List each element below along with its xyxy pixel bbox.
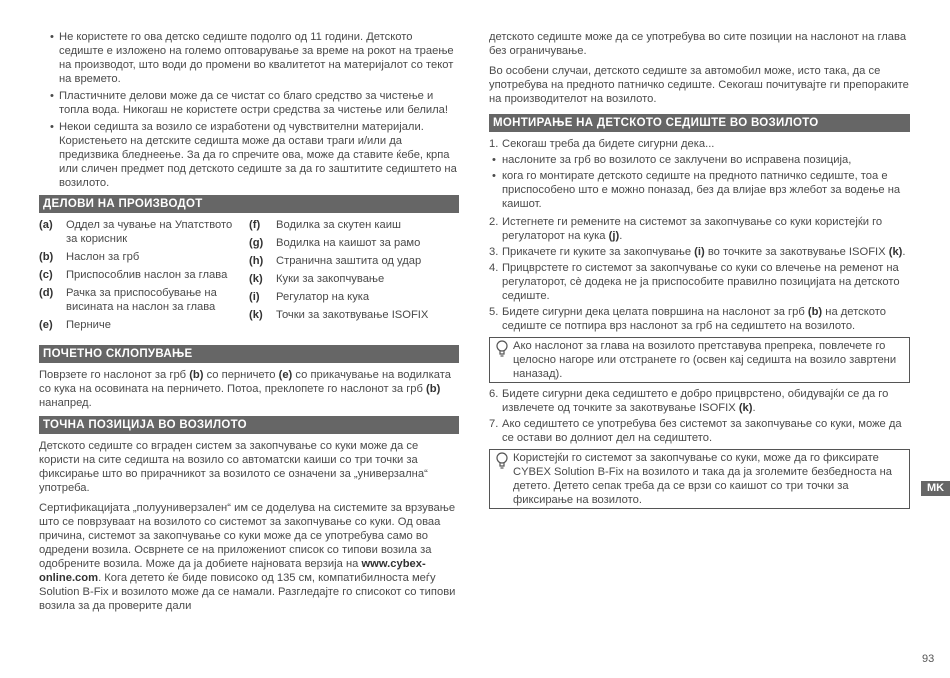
assembly-heading: ПОЧЕТНО СКЛОПУВАЊЕ [39, 345, 459, 363]
part-text: Наслон за грб [66, 251, 140, 263]
part-item [249, 272, 456, 286]
step-text: Ако седиштето се употребува без системот за закопчување со куки, може да се остави во долниот дел на седиштето. [502, 418, 902, 444]
assembly-text [39, 368, 459, 410]
part-item [249, 254, 456, 268]
part-text: Точки за закотвување ISOFIX [276, 309, 429, 321]
part-key: (c) [39, 269, 53, 281]
step-text: Бидете сигурни дека седиштето е добро прицврстено, обидувајќи се да го извлечете од точките за закотвување ISOFIX [502, 388, 889, 414]
text-run: со перничето [203, 369, 279, 381]
step-2 [489, 215, 910, 243]
step-text: Прицврстете го системот за закопчување со куки со влечење на ременот на регулаторот, сè додека не ја приспособите правилно позицијата на детското седиште. [502, 262, 900, 302]
step-5 [489, 305, 910, 333]
text-run: Сертификацијата „полууниверзален“ им се доделува на системите за врзување што се поврзуваат на возилото со системот за закопчување со куки. Од оваа причина, системот за закопчување со куки може да се употребува само во одредени возила. Осврнете се на приложениот список со типови возила за одобрените возила. Може да ја добиете најновата верзија на [39, 502, 456, 570]
step-number: 4. [489, 262, 499, 274]
note-text: Ако наслонот за глава на возилото претставува препрека, повлечете го целосно нагоре или отстранете го (освен кај седишта на возило завртени наназад). [513, 340, 897, 380]
step-number: 5. [489, 306, 499, 318]
part-item [249, 290, 456, 304]
part-item [39, 318, 246, 332]
period: . [619, 230, 623, 242]
part-text: Рачка за приспособување на висината на наслон за глава [66, 287, 217, 313]
part-item [249, 218, 456, 232]
ref-label: (e) [278, 369, 293, 381]
step-text: Секогаш треба да бидете сигурни дека... [502, 138, 715, 150]
part-key: (k) [249, 309, 263, 321]
sub-bullet: • наслоните за грб во возилото се заклучени во исправена позиција, [489, 153, 910, 167]
part-key: (h) [249, 255, 264, 267]
part-text: Приспособлив наслон за глава [66, 269, 228, 281]
step-3 [489, 245, 910, 259]
step-4 [489, 261, 910, 303]
position-heading: ТОЧНА ПОЗИЦИЈА ВО ВОЗИЛОТО [39, 416, 459, 434]
sub-bullet: • кога го монтирате детското седиште на предното патничко седиште, тоа е приспособено што е можно поназад, без да влијае врз жлебот за водење на каишот. [489, 169, 910, 211]
part-key: (i) [249, 291, 260, 303]
part-key: (k) [249, 273, 263, 285]
part-text: Странична заштита од удар [276, 255, 422, 267]
part-key: (a) [39, 219, 53, 231]
step-7 [489, 417, 910, 445]
part-text: Оддел за чување на Упатството за корисник [66, 219, 233, 245]
ref-label: (b) [189, 369, 204, 381]
part-text: Водилка на каишот за рамо [276, 237, 421, 249]
part-text: Водилка за скутен каиш [276, 219, 401, 231]
step-1 [489, 137, 910, 151]
left-column [39, 30, 459, 619]
ref-label: (b) [426, 383, 441, 395]
ref-label: (i) [694, 246, 705, 258]
period: . [902, 246, 906, 258]
materials-bullet: • Некои седишта за возило се изработени од чувствителни материјали. Користењето на детските седишта може да остави траги и/или да предизвика бледнеење. За да го спречите ова, може да ставите ќебе, крпа или сличен предмет под детското седиште за да го заштитите седиштето на возилото. [39, 120, 459, 190]
part-text: Перниче [66, 319, 111, 331]
part-item [39, 268, 246, 282]
step-text: Истегнете ги ремените на системот за закопчување со куки користејќи го регулаторот на кука [502, 216, 883, 242]
parts-heading: ДЕЛОВИ НА ПРОИЗВОДОТ [39, 195, 459, 213]
step-text: во точките за закотвување ISOFIX [704, 246, 889, 258]
position-text-1: Детското седиште со вграден систем за закопчување со куки може да се користи на сите седишта на возило со автоматски каиши со три точки за фиксирање што во прирачникот за возилото се означени за „универзална“ употреба. [39, 440, 428, 494]
step-text: Прикачете ги куките за закопчување [502, 246, 695, 258]
step-text: Бидете сигурни дека целата површина на наслонот за грб [502, 306, 808, 318]
ref-label: (k) [738, 402, 753, 414]
ref-label: (b) [807, 306, 823, 318]
part-item [39, 250, 246, 264]
part-key: (f) [249, 219, 261, 231]
text-run: Поврзете го наслонот за грб [39, 369, 190, 381]
step-number: 6. [489, 388, 499, 400]
lightbulb-icon [495, 340, 509, 358]
part-key: (d) [39, 287, 54, 299]
step-text: на детското седиште се потпира врз наслонот за грб на седиштето на возилото. [502, 306, 886, 332]
page-number: 93 [922, 653, 935, 665]
ref-label: (j) [608, 230, 620, 242]
part-item [249, 308, 456, 322]
warning-bullet: • Не користете го ова детско седиште подолго од 11 години. Детското седиште е изложено на големо оптоварување за време на рокот на траење на производот, што води до промени во квалитетот на материјалот со текот на времето. [39, 30, 459, 86]
part-item [39, 286, 246, 314]
note-text: Користејќи го системот за закопчување со куки, може да го фиксирате CYBEX Solution B-Fix на возилото и така да ја зголемите безбедноста на детето. Детето сепак треба да се врзи со каишот со три точки за фиксирање на возилото. [513, 452, 892, 506]
ref-label: (k) [888, 246, 903, 258]
front-seat-text: Во особени случаи, детското седиште за автомобил може, исто така, да се употребува на предното патничко седиште. Секогаш почитувајте ги препораките на производителот на возилото. [489, 65, 909, 105]
step-6 [489, 387, 910, 415]
website-link[interactable]: www.cybex-online.com [39, 558, 426, 584]
part-key: (g) [249, 237, 264, 249]
part-text: Куки за закопчување [276, 273, 385, 285]
safety-note [489, 449, 910, 509]
lightbulb-icon [495, 452, 509, 470]
period: . [752, 402, 756, 414]
part-item [39, 218, 246, 246]
part-text: Регулатор на кука [276, 291, 370, 303]
step-number: 7. [489, 418, 499, 430]
part-key: (e) [39, 319, 53, 331]
headrest-note [489, 337, 910, 383]
text-run: нанапред. [39, 397, 92, 409]
text-run: со прикачување на водилката со кука на осовината на перничето. Потоа, преклопете го наслонот за грб [39, 369, 451, 395]
step-number: 2. [489, 216, 499, 228]
part-key: (b) [39, 251, 54, 263]
mount-heading: МОНТИРАЊЕ НА ДЕТСКОТО СЕДИШТЕ ВО ВОЗИЛОТО [489, 114, 910, 132]
step-number: 3. [489, 246, 499, 258]
part-item [249, 236, 456, 250]
text-run: . Кога детето ќе биде повисоко од 135 см, компатибилноста меѓу Solution B-Fix и возилото може да се намали. Разгледајте го списокот со типови возила за да проверите дали [39, 572, 456, 612]
right-column [489, 30, 910, 513]
language-tab: MK [921, 481, 950, 496]
parts-list [39, 218, 459, 340]
headrest-text: детското седиште може да се употребува во сите позиции на наслонот на глава без ограничување. [489, 31, 907, 57]
cleaning-bullet: • Пластичните делови може да се чистат со благо средство за чистење и топла вода. Никогаш не користете остри средства за чистење или белила! [39, 89, 459, 117]
step-number: 1. [489, 138, 499, 150]
position-text-2 [39, 501, 459, 613]
